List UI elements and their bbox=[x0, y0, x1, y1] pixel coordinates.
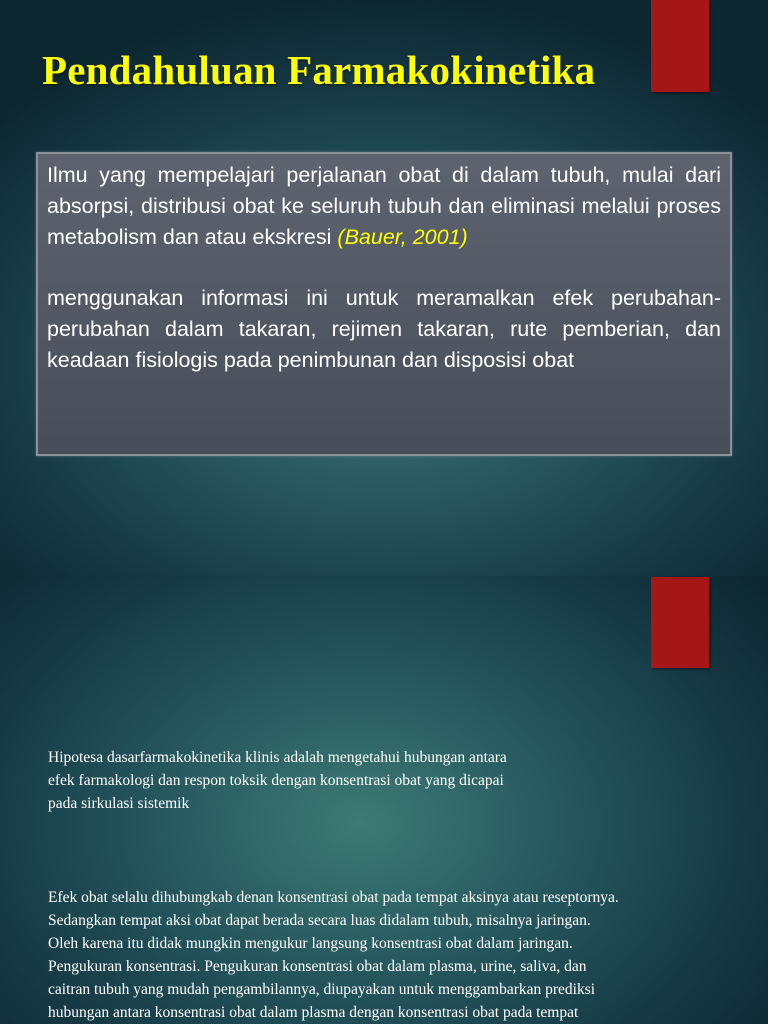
red-accent-tab bbox=[651, 0, 709, 92]
efek-line: hubungan antara konsentrasi obat dalam plasma dengan konsentrasi obat pada tempat bbox=[48, 1004, 579, 1021]
definition-text: Ilmu yang mempelajari perjalanan obat di dalam tubuh, mulai dari absorpsi, distribusi obat ke seluruh tubuh dan eliminasi melalui proses metabolism dan atau ekskresi bbox=[47, 163, 721, 249]
red-accent-tab bbox=[651, 577, 709, 668]
efek-line: Pengukuran konsentrasi. Pengukuran konsentrasi obat dalam plasma, urine, saliva, dan bbox=[48, 958, 587, 975]
efek-text bbox=[48, 886, 764, 1024]
usage-paragraph: menggunakan informasi ini untuk meramalkan efek perubahan-perubahan dalam takaran, rejimen takaran, rute pemberian, dan keadaan fisiologis pada penimbunan dan disposisi obat bbox=[47, 286, 721, 372]
efek-line: Oleh karena itu didak mungkin mengukur langsung konsentrasi obat dalam jaringan. bbox=[48, 935, 573, 952]
efek-line: Efek obat selalu dihubungkab denan konsentrasi obat pada tempat aksinya atau reseptornya. bbox=[48, 889, 619, 906]
slide-title: Pendahuluan Farmakokinetika bbox=[42, 47, 596, 93]
hypothesis-text: Hipotesa dasarfarmakokinetika klinis adalah mengetahui hubungan antara efek farmakologi dan respon toksik dengan konsentrasi obat yang dicapai pada sirkulasi sistemik bbox=[48, 749, 507, 812]
definition-paragraph bbox=[47, 160, 721, 253]
efek-line: caitran tubuh yang mudah pengambilannya, diupayakan untuk menggambarkan prediksi bbox=[48, 981, 596, 998]
slide-2 bbox=[0, 576, 768, 1024]
citation: (Bauer, 2001) bbox=[337, 225, 468, 249]
definition-box bbox=[36, 152, 732, 456]
efek-line: Sedangkan tempat aksi obat dapat berada secara luas didalam tubuh, misalnya jaringan. bbox=[48, 912, 591, 929]
